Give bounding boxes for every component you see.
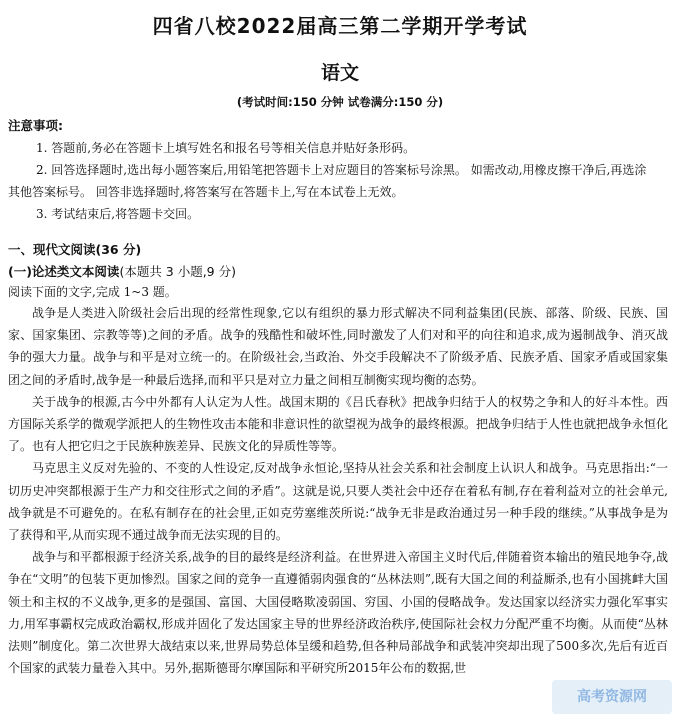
exam-time-info: (考试时间:150 分钟 试卷满分:150 分) (236, 95, 444, 109)
subsection-title: (一)论述类文本阅读 (8, 264, 120, 279)
notice-item: 3. 考试结束后,将答题卡交回。 (36, 207, 200, 221)
watermark-logo (552, 680, 672, 714)
notice-item: 2. 回答选择题时,选出每小题答案后,用铅笔把答题卡上对应题目的答案标号涂黑。 如需改动,用橡皮擦干净后,再选涂其他答案标号。 回答非选择题时,将答案写在答题卡上,写在本试卷上无效。 (8, 163, 647, 199)
article-paragraph: 战争与和平都根源于经济关系,战争的目的最终是经济利益。在世界进入帝国主义时代后,伴随着资本输出的殖民地争夺,战争在“文明”的包装下更加惨烈。国家之间的竞争一直遵循弱肉强食的“丛林法则”,既有大国之间的利益厮杀,也有小国挑衅大国领土和主权的不义战争,更多的是强国、富国、大国侵略欺凌弱国、穷国、小国的侵略战争。发达国家以经济实力强化军事实力,用军事霸权完成政治霸权,形成并固化了发达国家主导的世界经济政治秩序,使国际社会权力分配严重不均衡。从而使“丛林法则”制度化。第二次世界大战结束以来,世界局势总体呈缓和趋势,但各种局部战争和武装冲突却出现了500多次,先后有近百个国家的武装力量卷入其中。另外,据斯德哥尔摩国际和平研究所2015年公布的数据,世 (8, 550, 668, 676)
exam-title: 四省八校2022届高三第二学期开学考试 (152, 14, 528, 38)
subject-title: 语文 (320, 62, 359, 84)
subsection-heading (8, 262, 236, 280)
subsection-note: (本题共 3 小题,9 分) (119, 264, 236, 279)
reading-article (8, 302, 668, 679)
reading-instruction: 阅读下面的文字,完成 1~3 题。 (8, 285, 177, 299)
notice-list (8, 137, 648, 225)
article-paragraph: 马克思主义反对先验的、不变的人性设定,反对战争永恒论,坚持从社会关系和社会制度上认识人和战争。马克思指出:“一切历史冲突都根源于生产力和交往形式之间的矛盾”。这就是说,只要人类社会中还存在着私有制,存在着利益对立的社会单元,战争就是不可避免的。在私有制存在的社会里,正如克劳塞维茨所说:“战争无非是政治通过另一种手段的继续。”从事战争是为了获得和平,从而实现不通过战争而无法实现的目的。 (8, 461, 668, 543)
notice-item: 1. 答题前,务必在答题卡上填写姓名和报名号等相关信息并贴好条形码。 (36, 141, 416, 155)
watermark-text: 高考资源网 (577, 689, 647, 705)
article-paragraph: 战争是人类进入阶级社会后出现的经常性现象,它以有组织的暴力形式解决不同利益集团(民族、部落、阶级、民族、国家、国家集团、宗教等等)之间的矛盾。战争的残酷性和破坏性,同时激发了人们对和平的向往和追求,成为遏制战争、消灭战争的强大力量。战争与和平是对立统一的。在阶级社会,当政治、外交手段解决不了阶级矛盾、民族矛盾、国家矛盾或国家集团之间的矛盾时,战争是一种最后选择,而和平只是对立力量之间相互制衡实现均衡的态势。 (8, 306, 668, 387)
section-heading: 一、现代文阅读(36 分) (8, 242, 142, 257)
article-paragraph: 关于战争的根源,古今中外都有人认定为人性。战国末期的《吕氏春秋》把战争归结于人的权势之争和人的好斗本性。西方国际关系学的微观学派把人的生物性攻击本能和非意识性的欲望视为战争的最终根源。把战争归结于人性也就把战争永恒化了。也有人把它归之于民族种族差异、民族文化的异质性等等。 (8, 394, 669, 454)
notice-heading: 注意事项: (8, 118, 63, 133)
